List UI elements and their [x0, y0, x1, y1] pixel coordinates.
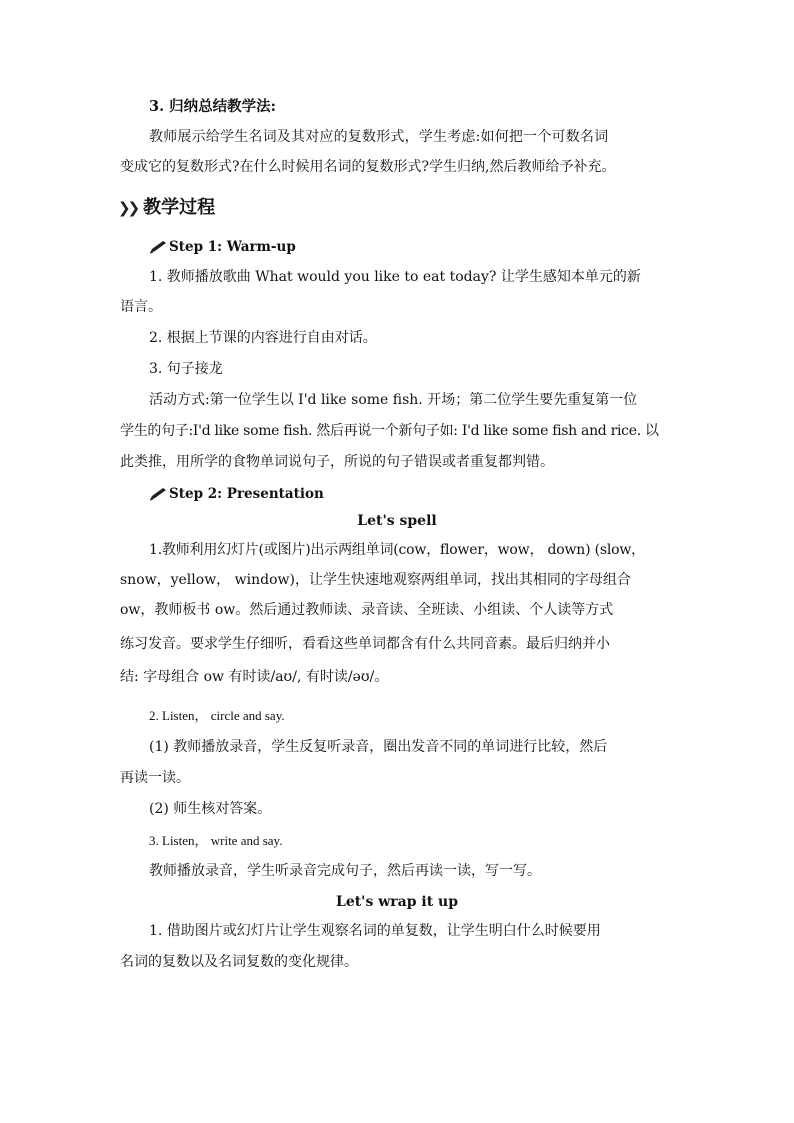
- section-title-text: 教学过程: [143, 197, 216, 218]
- pen-icon: [149, 487, 167, 501]
- listen-line: 教师播放录音，学生听录音完成句子，然后再读一读，写一写。: [149, 863, 541, 879]
- spell-line: snow，yellow， window)，让学生快速地观察两组单词，找出其相同的字母组合: [120, 572, 631, 588]
- listen-line: (1) 教师播放录音，学生反复听录音，圈出发音不同的单词进行比较，然后: [149, 739, 608, 755]
- step1-line: 3. 句子接龙: [149, 361, 223, 377]
- wrap-line: 1. 借助图片或幻灯片让学生观察名词的单复数，让学生明白什么时候要用: [149, 923, 601, 939]
- spell-line: 练习发音。要求学生仔细听，看看这些单词都含有什么共同音素。最后归纳并小: [120, 636, 610, 652]
- lets-spell-heading: Let's spell: [357, 513, 437, 529]
- step1-line: 语言。: [120, 299, 162, 315]
- listen-line: (2) 师生核对答案。: [149, 801, 272, 817]
- method-paragraph-line: 教师展示给学生名词及其对应的复数形式，学生考虑:如何把一个可数名词: [149, 129, 609, 145]
- step1-line: 活动方式:第一位学生以 I'd like some fish. 开场；第二位学生要先重复第一位: [149, 392, 638, 408]
- step2-title: Step 2: Presentation: [169, 486, 324, 502]
- step1-line: 1. 教师播放歌曲 What would you like to eat today? 让学生感知本单元的新: [149, 269, 641, 285]
- step1-title: Step 1: Warm-up: [169, 239, 296, 255]
- method-heading: 3. 归纳总结教学法:: [149, 98, 277, 115]
- spell-line: 结: 字母组合 ow 有时读/aʊ/, 有时读/əʊ/。: [120, 669, 389, 685]
- listen-line: 2. Listen， circle and say.: [149, 708, 285, 723]
- method-paragraph-line: 变成它的复数形式?在什么时候用名词的复数形式?学生归纳,然后教师给予补充。: [120, 159, 616, 175]
- spell-line: ow，教师板书 ow。然后通过教师读、录音读、全班读、小组读、个人读等方式: [120, 602, 614, 618]
- spell-line: 1.教师利用幻灯片(或图片)出示两组单词(cow，flower，wow， down) (slow，: [149, 542, 645, 558]
- step2-heading: [149, 484, 324, 504]
- wrap-line: 名词的复数以及名词复数的变化规律。: [120, 954, 358, 970]
- pen-icon: [149, 240, 167, 254]
- listen-line: 3. Listen， write and say.: [149, 833, 283, 848]
- listen-line: 再读一读。: [120, 770, 190, 786]
- double-chevron-icon: ❯❯: [118, 199, 138, 217]
- step1-heading: [149, 237, 296, 257]
- wrap-heading: Let's wrap it up: [335, 894, 459, 910]
- section-title: [118, 196, 215, 220]
- step1-line: 此类推，用所学的食物单词说句子，所说的句子错误或者重复都判错。: [120, 454, 554, 470]
- step1-line: 2. 根据上节课的内容进行自由对话。: [149, 330, 377, 346]
- step1-line: 学生的句子:I'd like some fish. 然后再说一个新句子如: I'd like some fish and rice. 以: [120, 423, 659, 439]
